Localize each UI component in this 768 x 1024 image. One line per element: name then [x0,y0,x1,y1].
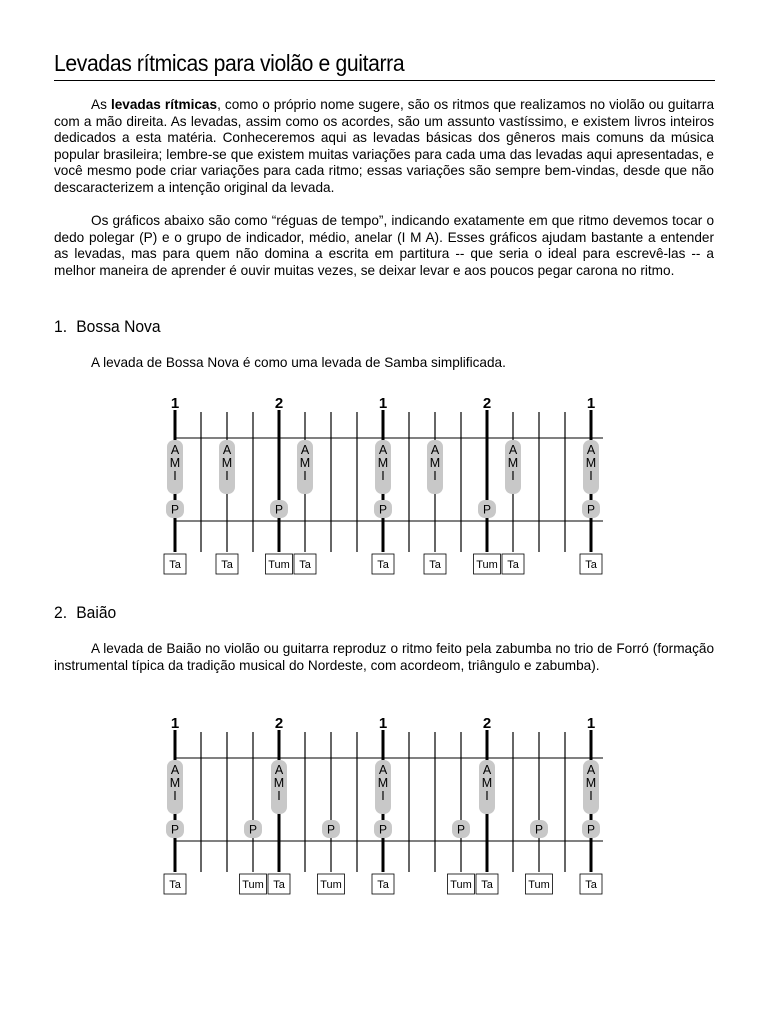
stroke-label: Ta [169,559,181,571]
ami-letter: I [511,469,515,483]
ami-letter: I [589,469,593,483]
p-label: P [274,502,284,517]
beat-label: 1 [586,715,596,732]
ami-letter: A [508,443,518,457]
stroke-label: Tum [320,879,342,891]
ami-letter: M [377,456,389,470]
ami-letter: M [429,456,441,470]
beat-label: 1 [170,395,180,412]
ami-letter: I [589,789,593,803]
p-label: P [326,822,336,837]
ami-letter: I [173,469,177,483]
ami-letter: A [430,443,440,457]
stroke-label: Ta [299,559,311,571]
p-label: P [248,822,258,837]
stroke-label: Ta [429,559,441,571]
ami-letter: M [377,776,389,790]
stroke-label: Tum [268,559,290,571]
rhythm-diagram-baiao [150,710,610,895]
stroke-label: Ta [507,559,519,571]
ami-letter: I [485,789,489,803]
section-heading-bossa-nova [54,317,161,337]
section-description-bossa-nova: A levada de Bossa Nova é como uma levada de Samba simplificada. [91,355,506,370]
p-label: P [534,822,544,837]
stroke-label: Ta [221,559,233,571]
ami-letter: I [433,469,437,483]
section-description-baiao: A levada de Baião no violão ou guitarra reproduz o ritmo feito pela zabumba no trio de Forró (formação instrumental típica da tradição musical do Nordeste, com acordeom, triângulo e zabumba). [54,641,714,673]
ami-letter: A [300,443,310,457]
ami-letter: I [303,469,307,483]
intro-paragraph-1 [54,97,714,196]
beat-label: 2 [274,395,284,412]
intro-text-bold: levadas rítmicas [110,97,218,112]
section-number: 2. [54,603,68,622]
beat-label: 1 [586,395,596,412]
stroke-label: Ta [377,879,389,891]
ami-letter: M [169,776,181,790]
page-title: Levadas rítmicas para violão e guitarra [54,50,405,76]
beat-label: 2 [482,395,492,412]
beat-label: 1 [170,715,180,732]
stroke-label: Tum [476,559,498,571]
p-label: P [482,502,492,517]
ami-letter: I [277,789,281,803]
p-label: P [586,502,596,517]
stroke-label: Ta [273,879,285,891]
ami-letter: M [507,456,519,470]
intro-paragraph-2: Os gráficos abaixo são como “réguas de tempo”, indicando exatamente em que ritmo devemos tocar o dedo polegar (P) e o grupo de indicador, médio, anelar (I M A). Esses gráficos ajudam bastante a entender as levadas, mas para quem não domina a escrita em partitura -- que seria o ideal para escrevê-las -- a melhor maneira de aprender é ouvir muitas vezes, se deixar levar e aos poucos pegar carona no ritmo. [54,213,714,278]
p-label: P [456,822,466,837]
ami-letter: I [225,469,229,483]
ami-letter: A [586,763,596,777]
ami-letter: I [381,469,385,483]
stroke-label: Tum [450,879,472,891]
ami-letter: M [221,456,233,470]
ami-letter: M [585,456,597,470]
ami-letter: A [222,443,232,457]
intro-text-post: , como o próprio nome sugere, são os ritmos que realizamos no violão ou guitarra com a mão direita. As levadas, assim como os acordes, são um assunto vastíssimo, e existem livros inteiros dedicados a esta matéria. Conheceremos aqui as levadas básicas dos gêneros mais comuns da música popular brasileira; lembre-se que existem muitas variações para cada uma das levadas aqui apresentadas, e você mesmo pode criar variações para cada ritmo; essas variações são sempre bem-vindas, desde que não descaracterizem a intenção original da levada. [54,97,715,195]
p-label: P [586,822,596,837]
beat-label: 1 [378,715,388,732]
stroke-label: Ta [481,879,493,891]
stroke-label: Ta [585,559,597,571]
stroke-label: Ta [169,879,181,891]
ami-letter: A [170,443,180,457]
title-divider [54,80,715,81]
section-number: 1. [54,317,68,336]
ami-letter: M [585,776,597,790]
ami-letter: A [378,763,388,777]
ami-letter: A [586,443,596,457]
stroke-label: Tum [528,879,550,891]
ami-letter: M [169,456,181,470]
ami-letter: M [273,776,285,790]
ami-letter: A [482,763,492,777]
section-heading-baiao [54,603,116,623]
p-label: P [378,502,388,517]
ami-letter: I [381,789,385,803]
section-title: Baião [76,603,117,622]
beat-label: 1 [378,395,388,412]
beat-label: 2 [274,715,284,732]
p-label: P [170,502,180,517]
stroke-label: Ta [585,879,597,891]
intro-text-pre: As [91,97,111,112]
ami-letter: A [378,443,388,457]
ami-letter: A [170,763,180,777]
ami-letter: M [299,456,311,470]
p-label: P [170,822,180,837]
ami-letter: I [173,789,177,803]
p-label: P [378,822,388,837]
ami-letter: A [274,763,284,777]
ami-letter: M [481,776,493,790]
section-title: Bossa Nova [76,317,161,336]
stroke-label: Tum [242,879,264,891]
stroke-label: Ta [377,559,389,571]
rhythm-diagram-bossa-nova [150,390,610,575]
beat-label: 2 [482,715,492,732]
